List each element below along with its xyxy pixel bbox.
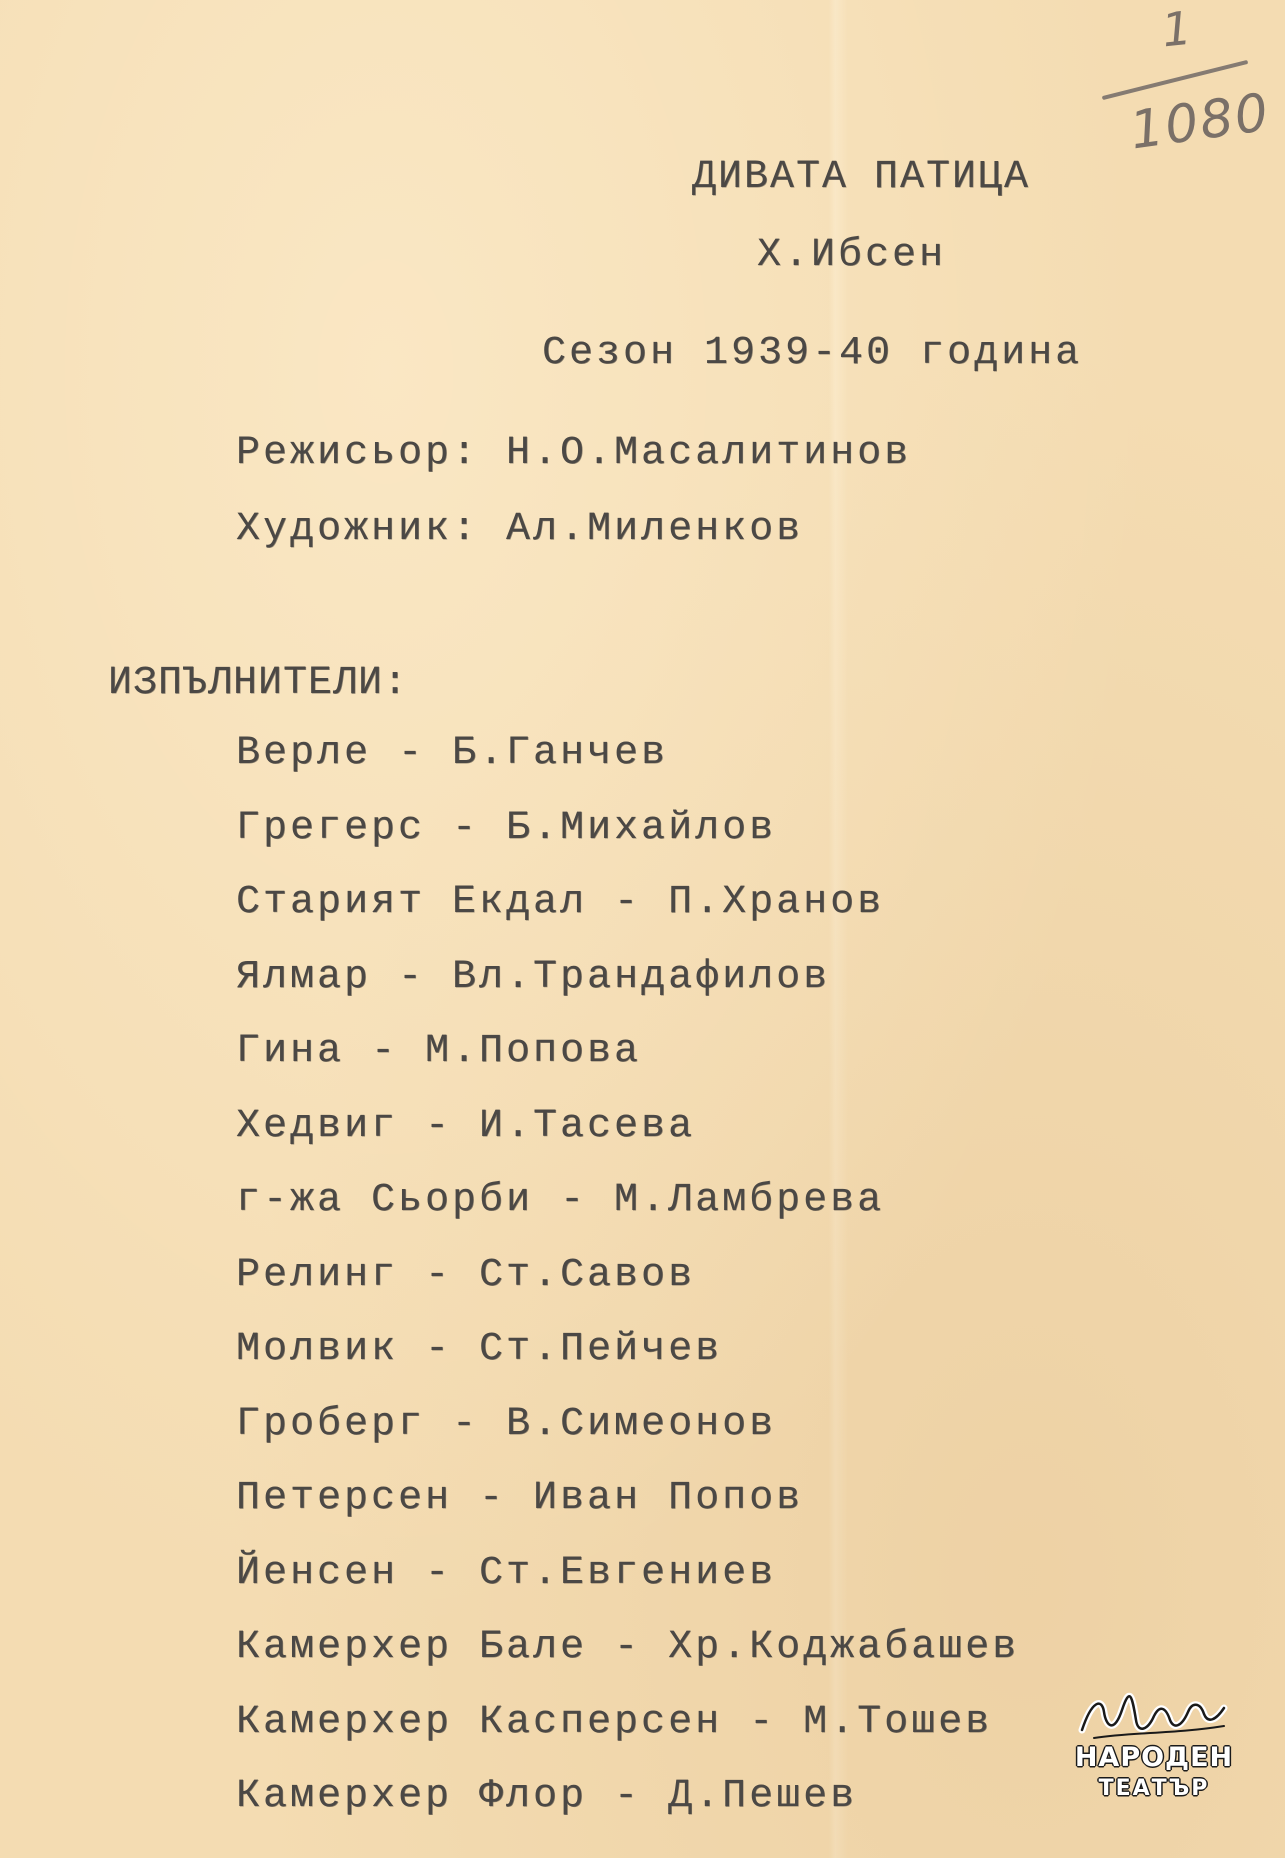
cast-item: Петерсен - Иван Попов xyxy=(236,1476,804,1521)
cast-item: Камерхер Бале - Хр.Коджабашев xyxy=(236,1625,1020,1670)
cast-list xyxy=(236,730,1019,1848)
artist-line: Художник: Ал.Миленков xyxy=(236,507,804,552)
signature-icon xyxy=(1074,1690,1234,1750)
cast-item: Грегерс - Б.Михайлов xyxy=(236,805,777,851)
play-title: ДИВАТА ПАТИЦА xyxy=(692,155,1031,200)
logo-text-line2: ТЕАТЪР xyxy=(1098,1776,1210,1801)
archive-number-bottom: 1080 xyxy=(1126,82,1274,162)
logo-text-line1: НАРОДЕН xyxy=(1074,1742,1234,1773)
author: Х.Ибсен xyxy=(757,233,947,278)
national-theatre-logo xyxy=(1064,1690,1244,1820)
season: Сезон 1939-40 година xyxy=(542,331,1083,376)
cast-item: Релинг - Ст.Савов xyxy=(236,1252,696,1298)
cast-item: Гроберг - В.Симеонов xyxy=(236,1401,777,1447)
cast-item: Молвик - Ст.Пейчев xyxy=(236,1327,723,1372)
cast-item: Хедвиг - И.Тасева xyxy=(236,1103,696,1149)
archive-number-mark xyxy=(1090,0,1285,160)
director-line: Режисьор: Н.О.Масалитинов xyxy=(236,431,912,476)
cast-heading: ИЗПЪЛНИТЕЛИ: xyxy=(108,661,409,706)
cast-item: Камерхер Касперсен - М.Тошев xyxy=(236,1699,993,1745)
cast-item: Верле - Б.Ганчев xyxy=(236,731,669,776)
cast-item: Камерхер Флор - Д.Пешев xyxy=(236,1774,858,1819)
cast-item: г-жа Сьорби - М.Ламбрева xyxy=(236,1178,885,1223)
cast-item: Ялмар - Вл.Трандафилов xyxy=(236,954,831,1000)
cast-item: Старият Екдал - П.Хранов xyxy=(236,880,885,925)
archive-number-top: 1 xyxy=(1159,0,1195,58)
cast-item: Гина - М.Попова xyxy=(236,1029,642,1074)
cast-item: Йенсен - Ст.Евгениев xyxy=(236,1550,777,1596)
